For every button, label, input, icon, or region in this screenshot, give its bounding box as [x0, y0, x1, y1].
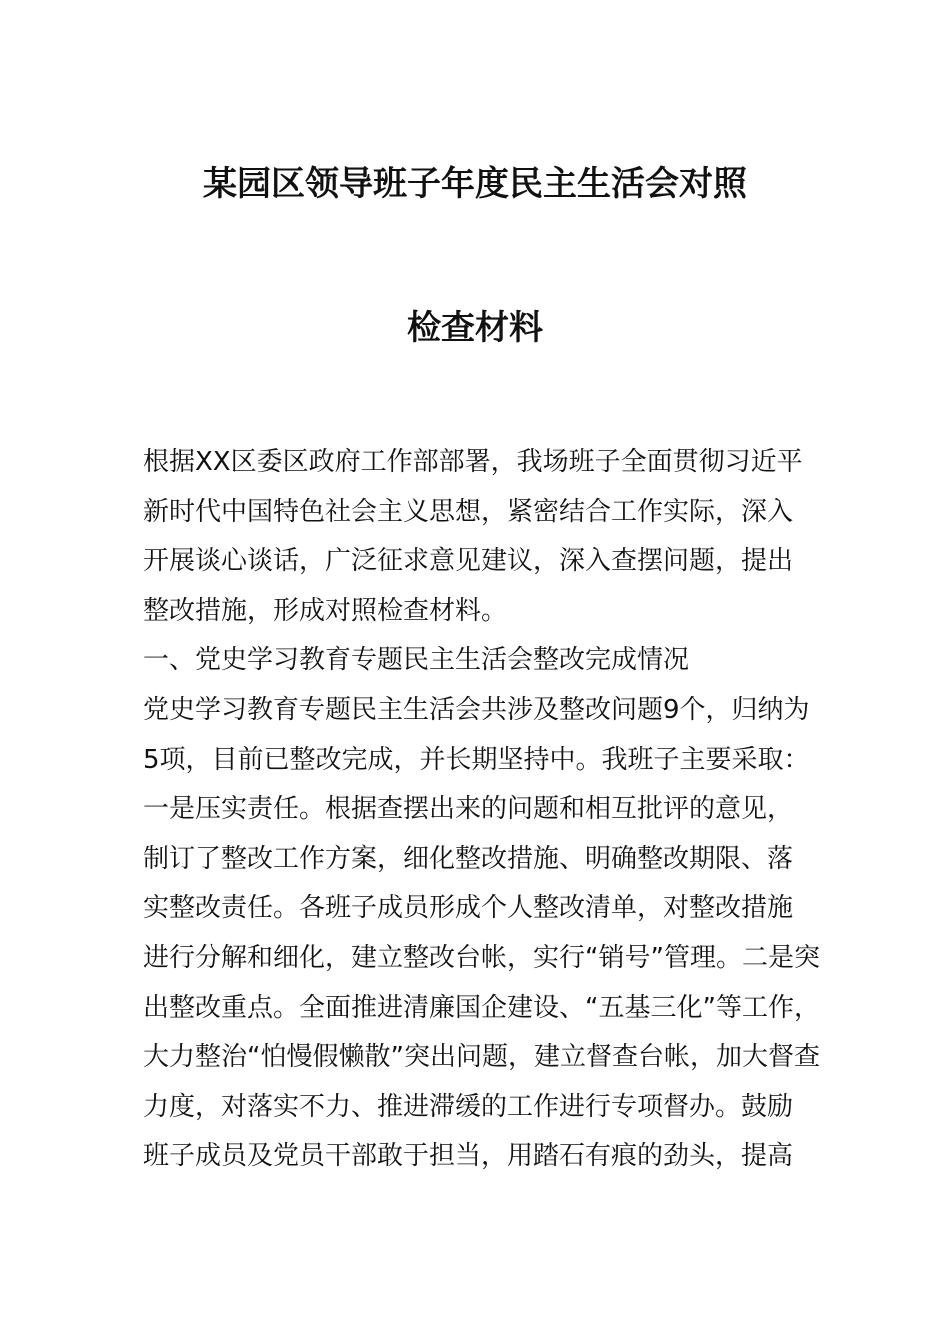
body-line: 整改措施，形成对照检查材料。	[143, 595, 508, 626]
document-title-line-1: 某园区领导班子年度民主生活会对照	[203, 164, 747, 204]
body-line: 力度，对落实不力、推进滞缓的工作进行专项督办。鼓励	[143, 1091, 794, 1122]
body-line: 新时代中国特色社会主义思想，紧密结合工作实际，深入	[143, 496, 794, 527]
body-line: 5项，目前已整改完成，并长期坚持中。我班子主要采取：	[143, 744, 810, 775]
body-line: 开展谈心谈话，广泛征求意见建议，深入查摆问题，提出	[143, 546, 794, 577]
body-line: 党史学习教育专题民主生活会共涉及整改问题9个，归纳为	[143, 694, 810, 725]
body-line: 制订了整改工作方案，细化整改措施、明确整改期限、落	[143, 843, 794, 874]
body-line: 一是压实责任。根据查摆出来的问题和相互批评的意见，	[143, 794, 794, 825]
body-line: 出整改重点。全面推进清廉国企建设、“五基三化”等工作，	[143, 992, 820, 1023]
body-line: 班子成员及党员干部敢于担当，用踏石有痕的劲头，提高	[143, 1141, 794, 1172]
body-line: 根据XX区委区政府工作部部署，我场班子全面贯彻习近平	[143, 447, 803, 477]
body-line: 进行分解和细化，建立整改台帐，实行“销号”管理。二是突	[143, 942, 820, 973]
section-heading: 一、党史学习教育专题民主生活会整改完成情况	[143, 645, 690, 676]
body-line: 大力整治“怕慢假懒散”突出问题，建立督查台帐，加大督查	[143, 1042, 820, 1073]
body-line: 实整改责任。各班子成员形成个人整改清单，对整改措施	[143, 893, 794, 924]
document-title-line-2: 检查材料	[407, 308, 543, 348]
document-body	[143, 438, 823, 1182]
